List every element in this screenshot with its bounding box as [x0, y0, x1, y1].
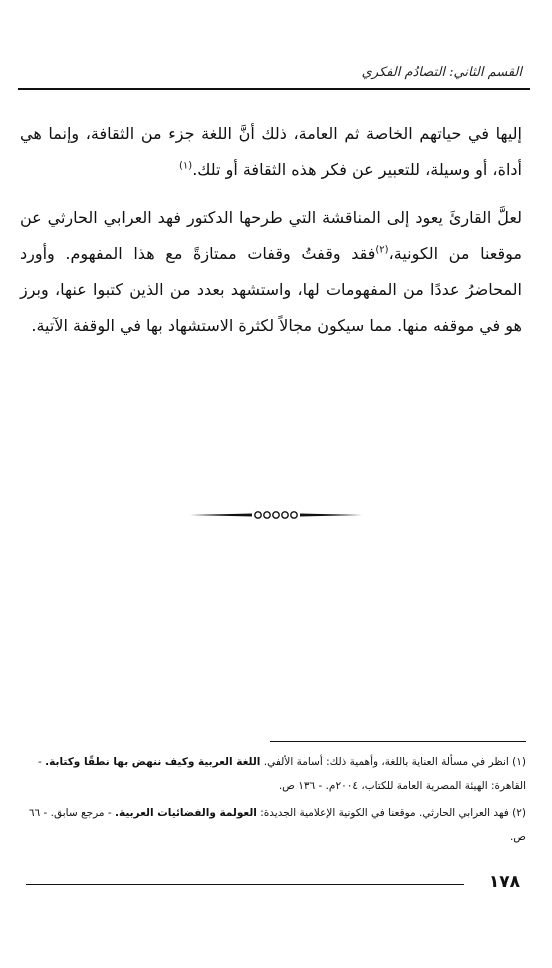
footnote-ref-2: (٢): [375, 244, 389, 256]
footer-rule: [26, 884, 464, 885]
footnote-2-text-a: فهد العرابي الحارثي. موقعنا في الكونية الإعلامية الجديدة:: [260, 807, 509, 819]
footnote-separator: [270, 741, 526, 742]
paragraph-2-text-end: فقد وقفتُ وقفات ممتازةً مع هذا المفهوم. وأورد المحاضرُ عددًا من المفهومات لها، واستشهد بعدد من الذين كتبوا عنها، وبرز هو في موقفه منها. مما سيكون مجالاً لكثرة الاستشهاد بها في الوقفة الآتية.: [20, 244, 522, 335]
footnote-1-text-b: - القاهرة: الهيئة المصرية العامة للكتاب، ٢٠٠٤م. - ١٣٦ ص.: [38, 756, 526, 792]
footnotes: [22, 750, 526, 852]
footnote-1-title: اللغة العربية وكيف ننهض بها نطقًا وكتابة.: [45, 756, 261, 768]
footnote-2-text-b: - مرجع سابق. - ٦٦ ص.: [28, 807, 526, 843]
footnote-1: [22, 750, 526, 798]
footnote-1-text-a: انظر في مسألة العناية باللغة، وأهمية ذلك: أسامة الألفي.: [263, 756, 509, 768]
header-rule: [18, 88, 530, 90]
paragraph-1-text: إليها في حياتهم الخاصة ثم العامة، ذلك أنَّ اللغة جزء من الثقافة، وإنما هي أداة، أو وسيلة، للتعبير عن فكر هذه الثقافة أو تلك.: [20, 124, 522, 179]
footnote-1-number: (١): [512, 756, 526, 768]
paragraph-2: [20, 200, 522, 344]
page-number: ١٧٨: [488, 872, 520, 892]
paragraph-2-text-start: لعلَّ القارئَ يعود إلى المناقشة التي طرحها الدكتور فهد العرابي الحارثي عن موقعنا من الكونية،: [20, 208, 522, 263]
paragraph-1: [20, 116, 522, 188]
footnote-2: [22, 801, 526, 849]
footnote-ref-1: (١): [179, 160, 193, 172]
main-text: [20, 116, 522, 344]
running-header: القسم الثاني: التصادُم الفكري: [361, 65, 522, 80]
section-divider-ornament: [188, 509, 364, 521]
footnote-2-number: (٢): [512, 807, 526, 819]
footnote-2-title: العولمة والفضائيات العربية.: [114, 807, 257, 819]
